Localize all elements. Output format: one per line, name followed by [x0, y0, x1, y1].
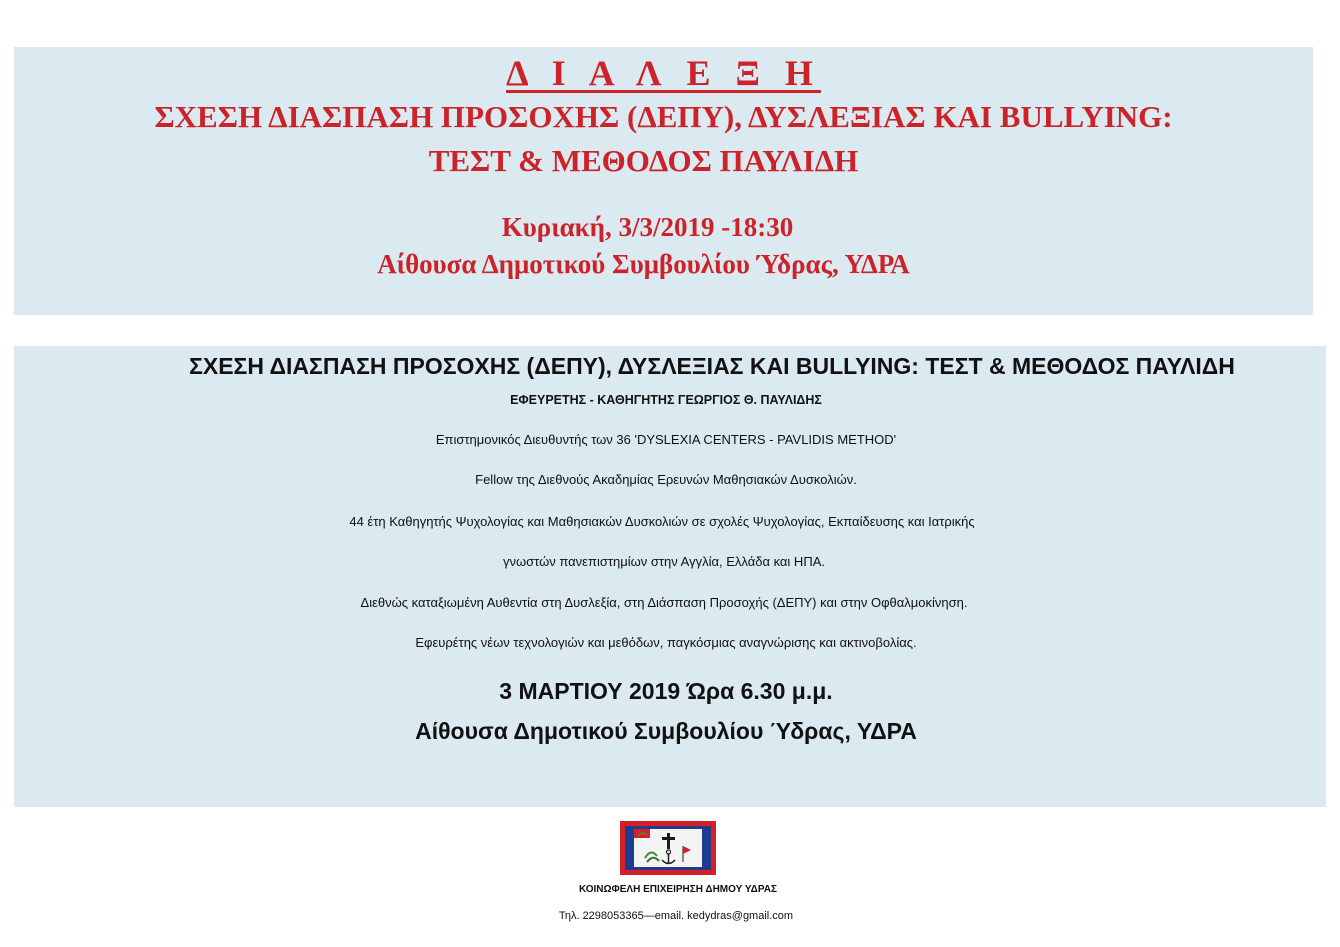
speaker-bio-line: Επιστημονικός Διευθυντής των 36 'DYSLEXIA CENTERS - PAVLIDIS METHOD' — [435, 432, 897, 447]
organization-name: ΚΟΙΝΩΦΕΛΗ ΕΠΙΧΕΙΡΗΣΗ ΔΗΜΟΥ ΥΔΡΑΣ — [578, 884, 778, 895]
speaker-bio-line: Fellow της Διεθνούς Ακαδημίας Ερευνών Μαθησιακών Δυσκολιών. — [475, 472, 857, 487]
lecture-subtitle-line-1: ΣΧΕΣΗ ΔΙΑΣΠΑΣΗ ΠΡΟΣΟΧΗΣ (ΔΕΠΥ), ΔΥΣΛΕΞΙΑΣ ΚΑΙ BULLYING: — [154, 99, 1173, 134]
lecture-date-time: Κυριακή, 3/3/2019 -18:30 — [501, 212, 794, 242]
info-venue: Αίθουσα Δημοτικού Συμβουλίου Ύδρας, ΥΔΡΑ — [415, 718, 917, 744]
info-date-time: 3 ΜΑΡΤΙΟΥ 2019 Ώρα 6.30 μ.μ. — [499, 678, 833, 704]
speaker-bio-line: Εφευρέτης νέων τεχνολογιών και μεθόδων, παγκόσμιας αναγνώρισης και ακτινοβολίας. — [415, 635, 917, 650]
contact-info: Τηλ. 2298053365—email. kedydras@gmail.com — [558, 910, 794, 922]
lecture-venue: Αίθουσα Δημοτικού Συμβουλίου Ύδρας, ΥΔΡΑ — [377, 249, 910, 279]
info-heading: ΣΧΕΣΗ ΔΙΑΣΠΑΣΗ ΠΡΟΣΟΧΗΣ (ΔΕΠΥ), ΔΥΣΛΕΞΙΑΣ ΚΑΙ BULLYING: ΤΕΣΤ & ΜΕΘΟΔΟΣ ΠΑΥΛΙΔΗ — [189, 353, 1235, 379]
speaker-bio-line: 44 έτη Καθηγητής Ψυχολογίας και Μαθησιακών Δυσκολιών σε σχολές Ψυχολογίας, Εκπαίδευσης και Ιατρικής — [349, 514, 975, 529]
speaker-bio-line: γνωστών πανεπιστημίων στην Αγγλία, Ελλάδα και ΗΠΑ. — [503, 554, 825, 569]
speaker-bio-line: Διεθνώς καταξιωμένη Αυθεντία στη Δυσλεξία, στη Διάσπαση Προσοχής (ΔΕΠΥ) και στην Οφθαλμοκίνηση. — [360, 595, 968, 610]
lecture-title: Δ Ι Α Λ Ε Ξ Η — [506, 53, 821, 93]
lecture-announcement-panel — [14, 47, 1313, 315]
speaker-info-panel — [14, 346, 1326, 807]
flag-emblem-icon — [625, 826, 711, 870]
speaker-name: ΕΦΕΥΡΕΤΗΣ - ΚΑΘΗΓΗΤΗΣ ΓΕΩΡΓΙΟΣ Θ. ΠΑΥΛΙΔΗΣ — [510, 393, 822, 407]
hydra-flag-logo-icon — [620, 821, 716, 875]
lecture-subtitle-line-2: ΤΕΣΤ & ΜΕΘΟΔΟΣ ΠΑΥΛΙΔΗ — [428, 143, 859, 178]
